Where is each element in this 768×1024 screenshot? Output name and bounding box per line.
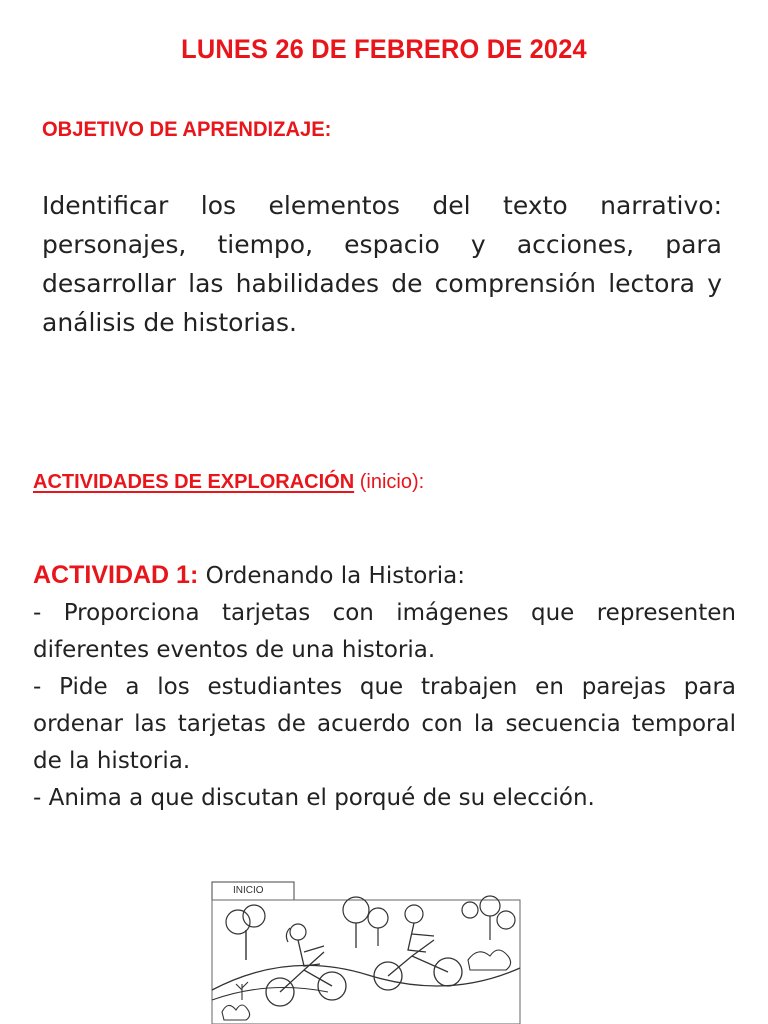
activity-name: Ordenando la Historia: [205,563,465,589]
activities-heading-sub: (inicio): [359,471,425,493]
activity-1 [33,557,736,817]
objective-heading: OBJETIVO DE APRENDIZAJE: [42,118,332,141]
bicycle-scene-image [208,880,528,1024]
activity-step-2: - Pide a los estudiantes que trabajen en parejas para ordenar las tarjetas de acuerdo con la secuencia temporal de la historia. [33,674,736,774]
activity-step-1: - Proporciona tarjetas con imágenes que representen diferentes eventos de una historia. [33,600,736,663]
activity-label: ACTIVIDAD 1: [33,561,199,589]
page-title: LUNES 26 DE FEBRERO DE 2024 [181,34,587,64]
activity-step-3: - Anima a que discutan el porqué de su elección. [33,785,595,811]
activities-heading [33,471,424,494]
story-card-illustration [208,880,528,1024]
activities-heading-title: ACTIVIDADES DE EXPLORACIÓN [33,471,355,493]
illustration-label: INICIO [233,885,264,896]
objective-text: Identificar los elementos del texto narrativo: personajes, tiempo, espacio y acciones, para desarrollar las habilidades de comprensión lectora y análisis de historias. [42,191,722,337]
activity-header [33,557,736,595]
